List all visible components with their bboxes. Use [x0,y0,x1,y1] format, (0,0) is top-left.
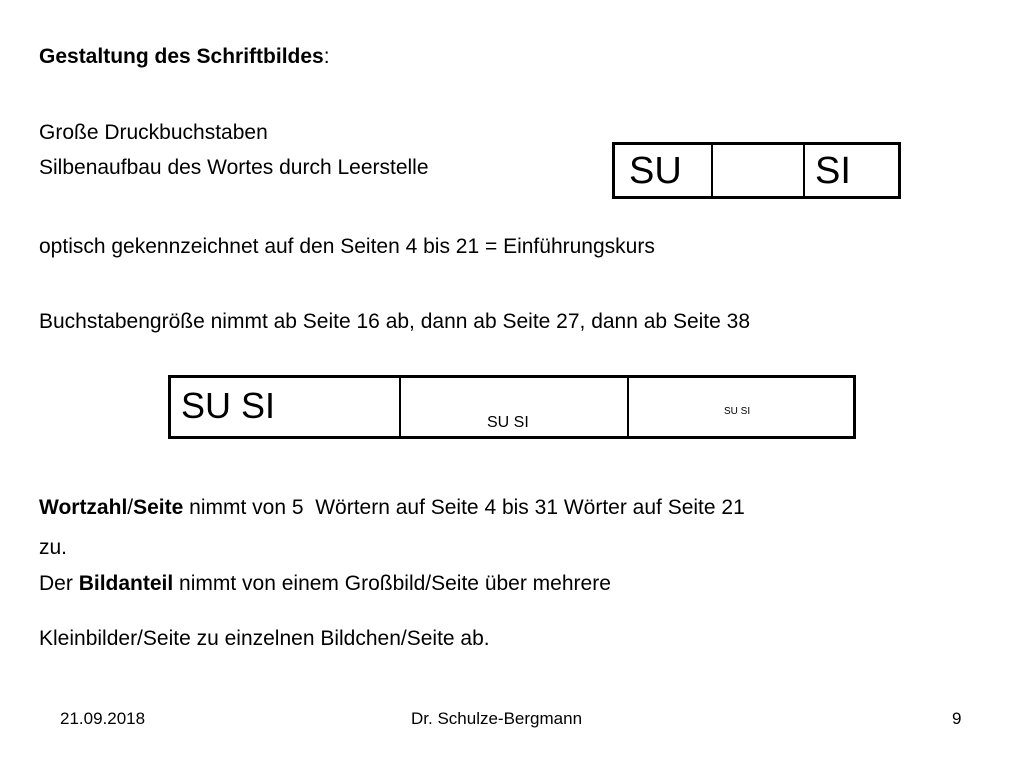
letter-size-box [168,375,856,439]
text-silbenaufbau: Silbenaufbau des Wortes durch Leerstelle [39,156,429,179]
text-optisch: optisch gekennzeichnet auf den Seiten 4 bis 21 = Einführungskurs [39,235,655,258]
footer-page-number: 9 [952,709,962,728]
size-text-medium: SU SI [487,414,529,431]
text-wortzahl [39,495,745,521]
size-text-large: SU SI [181,385,276,426]
text-bildanteil [39,571,611,597]
wortzahl-rest: nimmt von 5 Wörtern auf Seite 4 bis 31 Wörter auf Seite 21 [183,496,745,519]
syllable-box [612,142,901,199]
syllable-su: SU [629,150,682,192]
text-bildanteil-cont: Kleinbilder/Seite zu einzelnen Bildchen/Seite ab. [39,627,490,650]
bildanteil-pre: Der [39,572,79,595]
size-cell-small [629,378,853,436]
text-druckbuchstaben: Große Druckbuchstaben [39,121,268,144]
syllable-cell-left [615,145,713,196]
wortzahl-bold-2: Seite [133,496,184,519]
footer-date: 21.09.2018 [60,709,146,728]
size-text-small: SU SI [724,406,751,417]
wortzahl-slash: / [127,496,134,519]
heading-colon: : [323,45,330,68]
syllable-si: SI [815,150,851,192]
wortzahl-bold-1: Wortzahl [39,496,128,519]
footer-author: Dr. Schulze-Bergmann [411,709,583,728]
text-buchstabengroesse: Buchstabengröße nimmt ab Seite 16 ab, dann ab Seite 27, dann ab Seite 38 [39,310,750,333]
syllable-cell-right [805,145,898,196]
syllable-cell-gap [713,145,805,196]
text-wortzahl-cont: zu. [39,536,68,559]
slide-heading [39,44,330,70]
size-cell-medium [401,378,629,436]
bildanteil-bold: Bildanteil [78,572,174,595]
bildanteil-rest: nimmt von einem Großbild/Seite über mehrere [173,572,611,595]
size-cell-large [171,378,401,436]
heading-text: Gestaltung des Schriftbildes [39,45,324,68]
